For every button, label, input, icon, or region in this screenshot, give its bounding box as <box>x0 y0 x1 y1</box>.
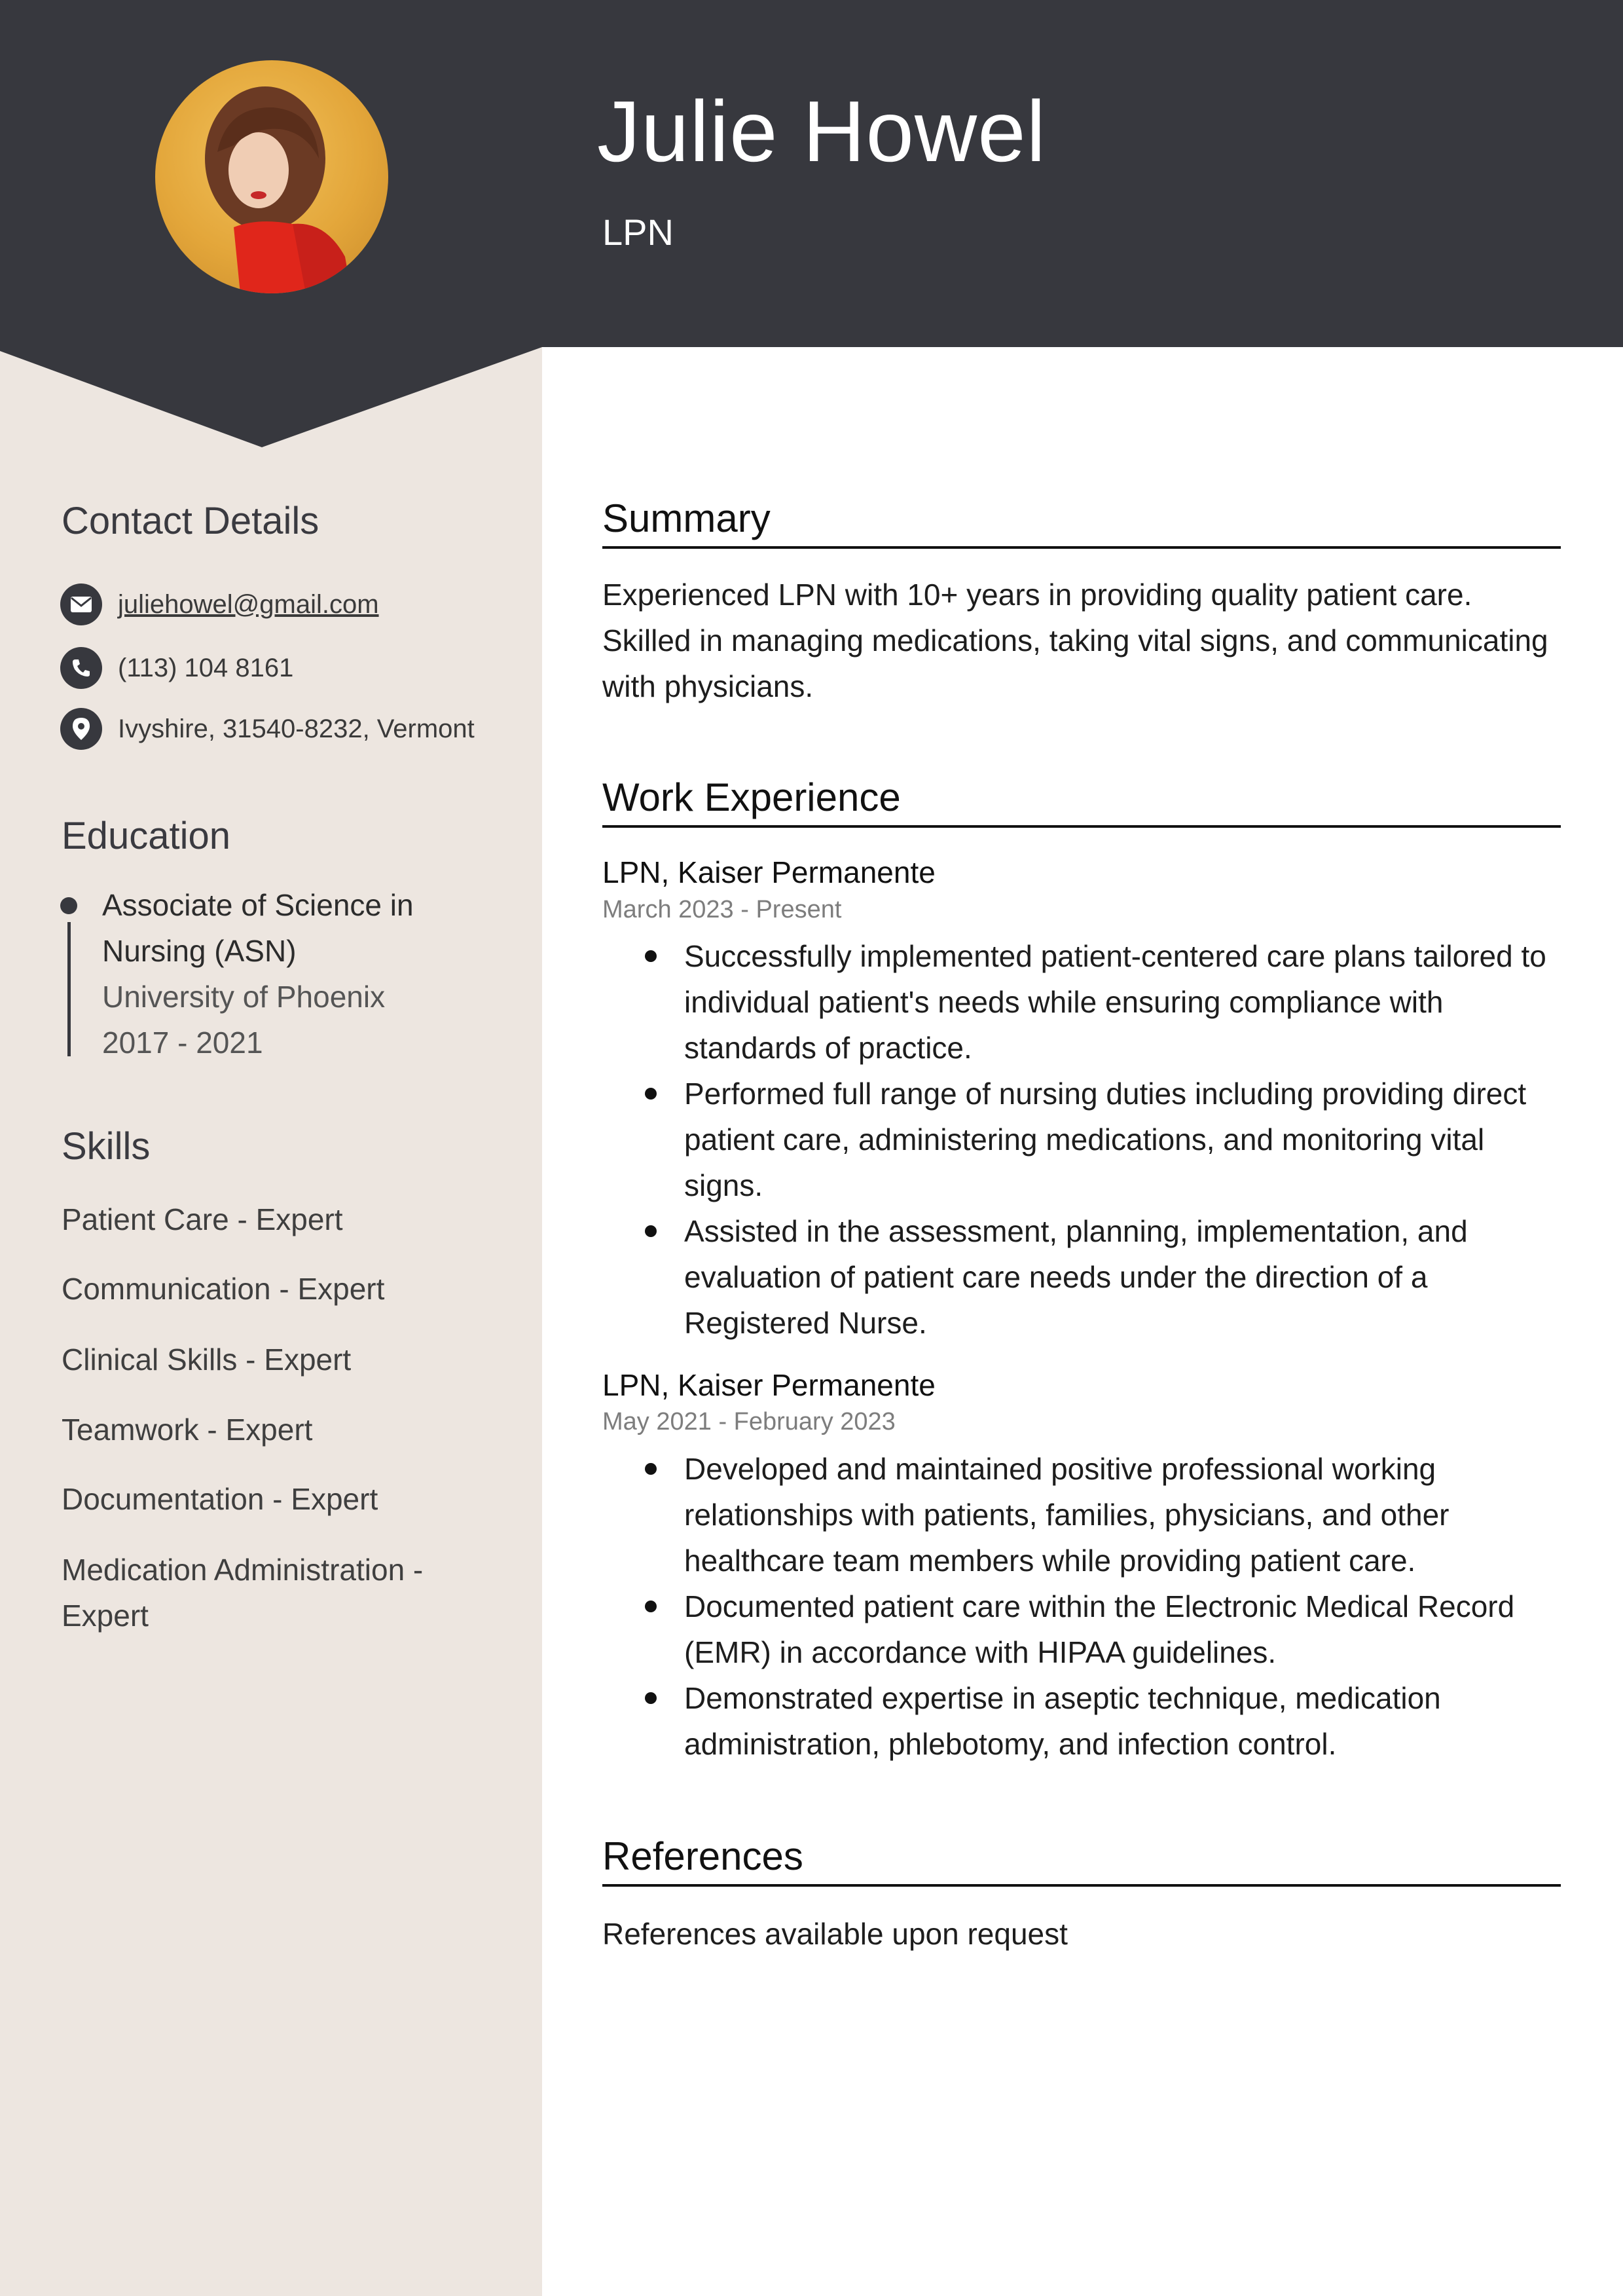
job-bullet: Documented patient care within the Electronic Medical Record (EMR) in accordance with HIPAA guidelines. <box>684 1583 1565 1675</box>
education-heading: Education <box>62 815 230 857</box>
contact-email-row[interactable] <box>60 583 379 626</box>
work-heading: Work Experience <box>602 775 1561 828</box>
sidebar-panel <box>0 347 542 2296</box>
job-title: LPN, Kaiser Permanente <box>602 1368 936 1402</box>
candidate-name: Julie Howel <box>597 83 1046 179</box>
phone-icon <box>60 647 102 689</box>
education-degree-line2: Nursing (ASN) <box>102 934 297 968</box>
education-school: University of Phoenix <box>102 980 386 1014</box>
job-bullets <box>684 1446 1565 1767</box>
skill-item: Expert <box>62 1599 149 1633</box>
header-chevron <box>0 346 542 447</box>
skill-item: Patient Care - Expert <box>62 1202 343 1236</box>
location-pin-icon <box>60 708 102 750</box>
skill-item: Communication - Expert <box>62 1272 385 1306</box>
address-text: Ivyshire, 31540-8232, Vermont <box>118 714 475 743</box>
job-bullet: Assisted in the assessment, planning, implementation, and evaluation of patient care needs under the direction of a Registered Nurse. <box>684 1208 1565 1346</box>
education-timeline-dot <box>60 897 77 914</box>
skill-item: Clinical Skills - Expert <box>62 1342 352 1377</box>
contact-phone-row <box>60 646 293 690</box>
job-bullet: Performed full range of nursing duties including providing direct patient care, administering medications, and monitoring vital signs. <box>684 1071 1565 1208</box>
education-degree-line1: Associate of Science in <box>102 888 414 922</box>
summary-text: Experienced LPN with 10+ years in providing quality patient care. Skilled in managing medications, taking vital signs, and communicating with physicians. <box>602 578 1548 703</box>
contact-address-row <box>60 707 475 750</box>
job-bullet: Developed and maintained positive professional working relationships with patients, families, physicians, and other healthcare team members while providing patient care. <box>684 1446 1565 1583</box>
job-dates: May 2021 - February 2023 <box>602 1408 896 1435</box>
contact-heading: Contact Details <box>62 500 319 542</box>
phone-text: (113) 104 8161 <box>118 653 294 682</box>
job-bullet: Successfully implemented patient-centered care plans tailored to individual patient's needs while ensuring compliance with standards of practice. <box>684 933 1565 1071</box>
email-link[interactable]: juliehowel@gmail.com <box>118 589 379 619</box>
job-bullets <box>684 933 1565 1346</box>
skill-item: Medication Administration - <box>62 1553 424 1587</box>
envelope-icon <box>60 583 102 625</box>
skill-item: Teamwork - Expert <box>62 1413 313 1447</box>
education-timeline-line <box>67 922 71 1056</box>
summary-heading: Summary <box>602 496 1561 549</box>
references-text: References available upon request <box>602 1917 1068 1951</box>
skills-heading: Skills <box>62 1125 151 1168</box>
avatar <box>155 60 388 293</box>
candidate-title: LPN <box>602 212 674 253</box>
job-bullet: Demonstrated expertise in aseptic technique, medication administration, phlebotomy, and infection control. <box>684 1675 1565 1767</box>
job-title: LPN, Kaiser Permanente <box>602 855 936 889</box>
job-dates: March 2023 - Present <box>602 896 842 923</box>
education-years: 2017 - 2021 <box>102 1026 263 1060</box>
skill-item: Documentation - Expert <box>62 1482 378 1516</box>
references-heading: References <box>602 1834 1561 1887</box>
portrait-image <box>155 60 388 293</box>
